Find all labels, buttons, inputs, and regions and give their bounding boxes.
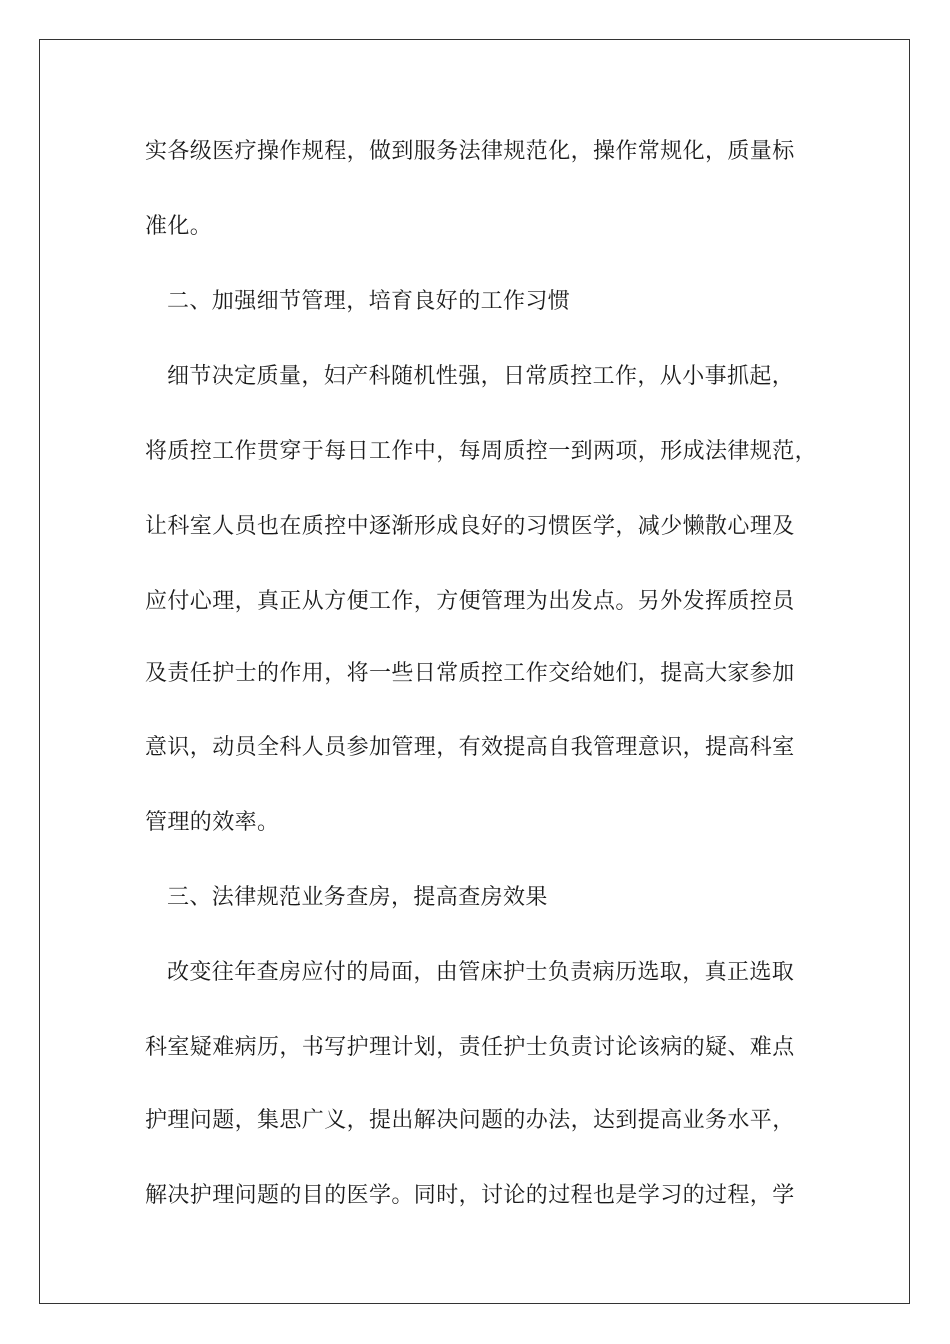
section-heading: 二、加强细节管理，培育良好的工作习惯 — [167, 289, 571, 314]
body-line: 让科室人员也在质控中逐渐形成良好的习惯医学，减少懒散心理及 — [145, 514, 795, 539]
body-line: 细节决定质量，妇产科随机性强，日常质控工作，从小事抓起， — [167, 364, 795, 389]
section-heading: 三、法律规范业务查房，提高查房效果 — [167, 885, 548, 910]
body-line: 管理的效率。 — [145, 810, 280, 835]
body-line: 意识，动员全科人员参加管理，有效提高自我管理意识，提高科室 — [145, 735, 795, 760]
body-line: 科室疑难病历，书写护理计划，责任护士负责讨论该病的疑、难点 — [145, 1035, 795, 1060]
body-line: 将质控工作贯穿于每日工作中，每周质控一到两项，形成法律规范， — [145, 439, 818, 464]
body-line: 护理问题，集思广义，提出解决问题的办法，达到提高业务水平， — [145, 1108, 795, 1133]
body-line: 及责任护士的作用，将一些日常质控工作交给她们，提高大家参加 — [145, 661, 795, 686]
body-line: 准化。 — [145, 214, 213, 239]
body-line: 应付心理，真正从方便工作，方便管理为出发点。另外发挥质控员 — [145, 589, 795, 614]
body-line: 改变往年查房应付的局面，由管床护士负责病历选取，真正选取 — [167, 960, 795, 985]
body-line: 实各级医疗操作规程，做到服务法律规范化，操作常规化，质量标 — [145, 139, 795, 164]
body-line: 解决护理问题的目的医学。同时，讨论的过程也是学习的过程，学 — [145, 1183, 795, 1208]
